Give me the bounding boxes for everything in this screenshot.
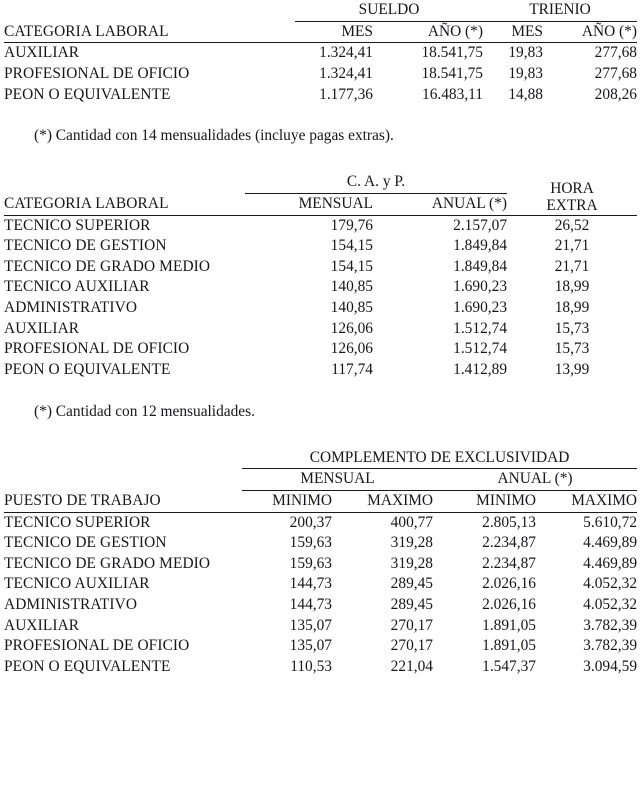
table-row (4, 257, 637, 278)
table-row-column-header (4, 21, 637, 43)
group-header-anual: ANUAL (*) (433, 469, 637, 491)
table-row (4, 319, 637, 340)
spacer-cell (4, 172, 245, 193)
cell-value: 19,83 (508, 64, 543, 82)
cell-value: 3.782,39 (583, 637, 638, 655)
table-row (4, 277, 637, 298)
cell-value: 1.891,05 (482, 637, 536, 655)
spacer-cell (4, 448, 242, 469)
row-header-categoria-laboral: CATEGORIA LABORAL (4, 21, 295, 43)
row-label: ADMINISTRATIVO (4, 299, 138, 317)
col-header-sueldo-mes: MES (295, 21, 373, 43)
row-label: AUXILIAR (4, 44, 80, 62)
table-row (4, 339, 637, 360)
cell-value: 200,37 (289, 513, 332, 531)
cell-value: 18.541,75 (421, 44, 483, 62)
row-label: AUXILIAR (4, 319, 80, 337)
row-label: PEON O EQUIVALENTE (4, 658, 171, 676)
cell-value: 1.690,23 (453, 278, 508, 296)
col-header-sueldo-ano: AÑO (*) (373, 21, 483, 43)
table-row (4, 595, 637, 616)
col-header-anual: ANUAL (*) (431, 194, 508, 212)
col-header-mensual-maximo: MAXIMO (367, 491, 433, 509)
spacer-cell (4, 469, 242, 491)
table-cap-hora-extra (4, 172, 637, 380)
cell-value: 1.849,84 (453, 237, 508, 255)
cell-value: 3.782,39 (583, 616, 638, 634)
table-row-group-header (4, 0, 637, 21)
table-row (4, 215, 637, 236)
table-row (4, 85, 637, 106)
table-row-column-header (4, 490, 637, 511)
col-header-hora-extra-line1: HORA (550, 180, 594, 197)
group-header-trienio: TRIENIO (483, 0, 637, 21)
col-header-anual-maximo: MAXIMO (571, 491, 638, 509)
cell-value: 1.512,74 (453, 319, 508, 337)
cell-value: 13,99 (554, 360, 590, 378)
cell-value: 319,28 (390, 534, 433, 552)
table-row-top-header (4, 448, 637, 469)
cell-value: 126,06 (330, 319, 373, 337)
cell-value: 159,63 (289, 534, 332, 552)
cell-value: 5.610,72 (583, 513, 638, 531)
row-label: PEON O EQUIVALENTE (4, 360, 171, 378)
cell-value: 14,88 (508, 85, 543, 103)
cell-value: 4.469,89 (583, 534, 638, 552)
table-row (4, 298, 637, 319)
col-header-mensual: MENSUAL (298, 194, 373, 212)
row-label: TECNICO DE GRADO MEDIO (4, 554, 211, 572)
cell-value: 2.026,16 (482, 575, 536, 593)
cell-value: 289,45 (390, 575, 433, 593)
cell-value: 135,07 (289, 637, 332, 655)
cell-value: 2.234,87 (482, 554, 536, 572)
col-header-hora-extra (507, 172, 637, 214)
table-row (4, 64, 637, 85)
cell-value: 4.469,89 (583, 554, 638, 572)
table-row (4, 533, 637, 554)
row-label: TECNICO DE GRADO MEDIO (4, 257, 211, 275)
cell-value: 2.157,07 (453, 216, 508, 234)
cell-value: 18,99 (554, 278, 590, 296)
cell-value: 1.547,37 (482, 658, 536, 676)
cell-value: 2.234,87 (482, 534, 536, 552)
cell-value: 135,07 (289, 616, 332, 634)
row-label: ADMINISTRATIVO (4, 596, 138, 614)
footnote-14-mensualidades: (*) Cantidad con 14 mensualidades (incluye pagas extras). (34, 127, 394, 145)
cell-value: 289,45 (390, 596, 433, 614)
row-label: TECNICO DE GESTION (4, 534, 167, 552)
group-header-cap: C. A. y P. (245, 172, 507, 193)
cell-value: 154,15 (330, 257, 373, 275)
cell-value: 117,74 (331, 360, 373, 378)
row-header-categoria-laboral: CATEGORIA LABORAL (4, 194, 169, 212)
cell-value: 18.541,75 (421, 64, 483, 82)
table-row (4, 512, 637, 533)
table-sueldo-trienio (4, 0, 637, 105)
cell-value: 1.177,36 (319, 85, 373, 103)
row-label: TECNICO SUPERIOR (4, 513, 151, 531)
cell-value: 1.849,84 (453, 257, 508, 275)
cell-value: 2.805,13 (482, 513, 536, 531)
cell-value: 277,68 (594, 44, 637, 62)
table-row-group-header (4, 469, 637, 491)
cell-value: 208,26 (594, 85, 637, 103)
cell-value: 3.094,59 (583, 658, 638, 676)
row-label: PROFESIONAL DE OFICIO (4, 637, 190, 655)
group-header-sueldo: SUELDO (295, 0, 483, 21)
row-label: PROFESIONAL DE OFICIO (4, 340, 190, 358)
row-label: TECNICO SUPERIOR (4, 216, 151, 234)
spacer (4, 422, 637, 448)
table-row-group-header (4, 172, 637, 193)
cell-value: 140,85 (330, 299, 373, 317)
table-row (4, 43, 637, 64)
cell-value: 270,17 (390, 637, 433, 655)
table-row (4, 574, 637, 595)
cell-value: 16.483,11 (422, 85, 483, 103)
cell-value: 1.324,41 (319, 64, 373, 82)
cell-value: 18,99 (554, 299, 590, 317)
group-header-mensual: MENSUAL (242, 469, 433, 491)
spacer (4, 146, 637, 172)
row-label: PROFESIONAL DE OFICIO (4, 64, 190, 82)
cell-value: 1.891,05 (482, 616, 536, 634)
cell-value: 1.512,74 (453, 340, 508, 358)
cell-value: 4.052,32 (583, 575, 638, 593)
table-row (4, 236, 637, 257)
cell-value: 144,73 (289, 575, 332, 593)
cell-value: 1.412,89 (453, 360, 508, 378)
row-label: PEON O EQUIVALENTE (4, 85, 171, 103)
row-header-puesto-de-trabajo: PUESTO DE TRABAJO (4, 491, 161, 509)
col-header-hora-extra-line2: EXTRA (546, 197, 598, 215)
cell-value: 140,85 (330, 278, 373, 296)
cell-value: 154,15 (330, 237, 373, 255)
cell-value: 126,06 (330, 340, 373, 358)
cell-value: 15,73 (554, 319, 590, 337)
cell-value: 400,77 (390, 513, 433, 531)
table-row (4, 636, 637, 657)
cell-value: 221,04 (390, 658, 433, 676)
cell-value: 277,68 (594, 64, 637, 82)
spacer (4, 381, 637, 402)
row-label: TECNICO AUXILIAR (4, 575, 150, 593)
cell-value: 1.690,23 (453, 299, 508, 317)
table-row (4, 554, 637, 575)
col-header-trienio-mes: MES (483, 21, 543, 43)
cell-value: 15,73 (554, 340, 590, 358)
footnote-12-mensualidades: (*) Cantidad con 12 mensualidades. (34, 402, 255, 420)
cell-value: 19,83 (508, 44, 543, 62)
cell-value: 1.324,41 (319, 44, 373, 62)
col-header-anual-minimo: MINIMO (476, 491, 536, 509)
cell-value: 159,63 (289, 554, 332, 572)
cell-value: 179,76 (330, 216, 373, 234)
cell-value: 270,17 (390, 616, 433, 634)
table-row (4, 657, 637, 678)
row-label: TECNICO AUXILIAR (4, 278, 150, 296)
col-header-trienio-ano: AÑO (*) (543, 21, 637, 43)
cell-value: 319,28 (390, 554, 433, 572)
spacer (4, 105, 637, 126)
table-row (4, 616, 637, 637)
cell-value: 21,71 (554, 237, 590, 255)
cell-value: 4.052,32 (583, 596, 638, 614)
cell-value: 2.026,16 (482, 596, 536, 614)
top-header-complemento-exclusividad: COMPLEMENTO DE EXCLUSIVIDAD (242, 448, 637, 469)
spacer-cell (4, 0, 295, 21)
table-complemento-exclusividad (4, 448, 637, 678)
row-label: AUXILIAR (4, 616, 80, 634)
table-row (4, 360, 637, 381)
cell-value: 26,52 (554, 216, 590, 234)
cell-value: 21,71 (554, 257, 590, 275)
cell-value: 110,53 (290, 658, 332, 676)
cell-value: 144,73 (289, 596, 332, 614)
col-header-mensual-minimo: MINIMO (272, 491, 332, 509)
row-label: TECNICO DE GESTION (4, 237, 167, 255)
